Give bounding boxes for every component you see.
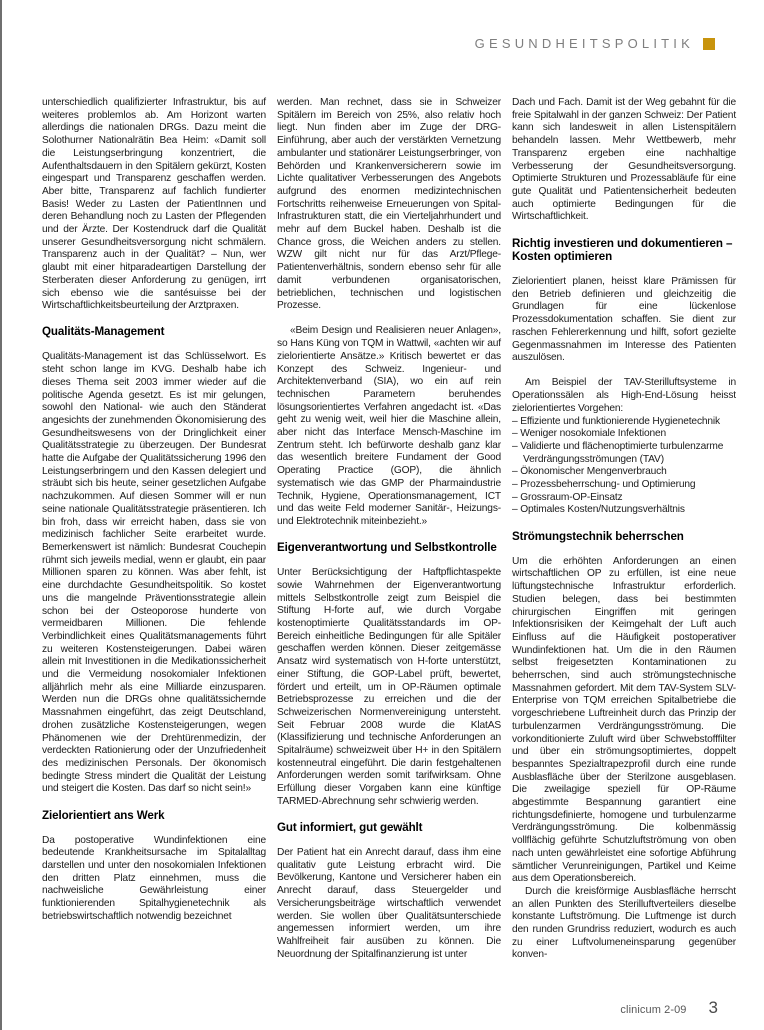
bullet-item: – Optimales Kosten/Nutzungsverhältnis (512, 504, 736, 517)
bullet-item: – Ökonomischer Mengenverbrauch (512, 466, 736, 479)
paragraph: Der Patient hat ein Anrecht darauf, dass ihm eine qualitativ gute Leistung erbracht wird. Die Bevölkerung, Kantone und Versicherer haben ein Anrecht darauf, dass Steuergelder und Versicherungsbeiträge wirtschaftlich verwendet werden. Sie wollen über Qualitätsunterschiede angemessen informiert werden, um ihre Wahlfreiheit fair ausüben zu können. Die Neuordnung der Spitalfinanzierung ist unter (277, 847, 501, 960)
paragraph: Da postoperative Wundinfektionen eine bedeutende Krankheitsursache im Spitalalltag darstellen und unter den nosokomialen Infektionen den dritten Platz einnehmen, muss die nachweisliche Gewährleistung einer funktionierenden Spitalhygienetechnik als betriebswirtschaftlich notwendig bezeichnet (42, 834, 266, 922)
journal-reference: clinicum 2-09 (620, 1004, 687, 1016)
page-number: 3 (708, 998, 718, 1017)
page-edge-line (0, 0, 2, 1030)
column-1 (42, 97, 266, 962)
column-2 (277, 97, 501, 962)
paragraph: Um die erhöhten Anforderungen an einen wirtschaftlichen OP zu erfüllen, ist eine neue lüftungstechnische Infrastruktur erforderlich. Studien belegen, dass bei bestimmten chirurgischen Eingriffen mit geringen Infektionsrisiken der Keimgehalt der Luft auch Einfluss auf die Häufigkeit postoperativer Wundinfektionen hat. Um die in den Räumen selbst freigesetzten Kontaminationen zu beherrschen, sind auch strömungstechnische Massnahmen gefordert. Mit dem TAV-System SLV-Enterprise von TQM erreichen Spitalbetriebe die vorgeschriebene Luftreinheit durch das Prinzip der turbulenzarmen Verdrängungsströmung. Die vorkonditionierte Zuluft wird über Schwebstofffilter und über ein strömungsoptimiertes, doppelt bespanntes Spezialtrapezprofil durch eine runde Ausblasfläche über der Sterilzone ausgeblasen. Die zweilagige speziell für OP-Räume abgestimmte Bespannung garantiert eine richtungsdefinierte, homogene und turbulenzarme Verdrängungsströmung. Die kolbenmässig vollflächig geführte Schutzluftströmung von oben nach unten gewährleistet eine sofortige Abführung sämtlicher Verunreinigungen, Partikel und Keime aus dem Operationsbereich. (512, 555, 736, 885)
page-footer (620, 998, 718, 1018)
paragraph: Unter Berücksichtigung der Haftpflichtaspekte sowie Wahrnehmen der Eigenverantwortung mittels Selbstkontrolle zeigt zum Beispiel die Stiftung H-forte auf, wie durch Vorgabe kostenoptimierte Qualitätsstandards im OP-Bereich einheitliche Bedingungen für alle Spitäler geschaffen werden können. Dieser zeitgemässe Ansatz wird systematisch von H-forte unterstützt, einer Stiftung, die GOP-Label prüft, bewertet, fördert und erteilt, um in OP-Räumen optimale Betriebsprozesse zu erreichen und die der Schweizerischen Normenvereinigung untersteht. Seit Februar 2008 wurde die KlatAS (Klassifizierung und technische Anforderungen an Spitalräume) schweizweit über H+ in den Spitälern kostenneutral eingeführt. Die darin festgehaltenen Anforderungen werden somit tarifwirksam. Ohne Erfüllung dieser Vorgaben kann eine künftige TARMED-Abrechnung sehr schwierig werden. (277, 567, 501, 807)
section-heading: Richtig investieren und dokumentieren – Kosten optimieren (512, 236, 733, 264)
paragraph: Zielorientiert planen, heisst klare Prämissen für den Betrieb definieren und gleichzeitig die Grundlagen für eine lückenlose Prozessdokumentation schaffen. Sie dient zur raschen Fehlererkennung und hilft, sofort gezielte Gegenmassnahmen im Interesse des Patienten auszulösen. (512, 276, 736, 364)
section-heading: Strömungstechnik beherrschen (512, 529, 684, 543)
section-heading: Qualitäts-Management (42, 325, 165, 339)
paragraph: unterschiedlich qualifizierter Infrastruktur, bis auf weiteres problemlos ab. Am Horizont warten allerdings die nationalen DRGs. Dazu meint die Solothurner Nationalrätin Bea Heim: «Damit soll die Leistungserbringung konzentriert, die Aufenthaltsdauern in den Spitälern gekürzt, Kosten eingespart und Transparenz geschaffen werden. Aber bitte, Transparenz auf fachlich fundierter Basis! Weder zu Lasten der PatientInnen und deren Behandlung noch zu Lasten der Pflegenden und der Ärzte. Der Kostendruck darf die Qualität unserer Gesundheitsversorgung nicht schmälern. Transparenz auch in der Qualität? – Nun, wer glaubt mit einer hitparadeartigen Darstellung der Sterberaten dieser Anforderung zu genügen, irrt sich ebenso wie die santésuisse bei der Wirtschaftlichkeitsbeurteilung der Arztpraxen. (42, 97, 266, 312)
bullet-item: – Prozessbeherrschung- und Optimierung (512, 479, 736, 492)
page-header (475, 36, 715, 51)
paragraph: Durch die kreisförmige Ausblasfläche herrscht an allen Punkten des Sterilluftverteilers dieselbe konstante Luftströmung. Die Luftmenge ist durch den runden Grundriss reduziert, wodurch es auch zu einer Luftvolumeneinsparung gegenüber konven- (512, 885, 736, 961)
section-heading: Gut informiert, gut gewählt (277, 821, 423, 835)
article-columns (42, 97, 736, 962)
paragraph: werden. Man rechnet, dass sie in Schweizer Spitälern im Bereich von 25%, also relativ hoch liegt. Nun finden aber im Zuge der DRG-Einführung, aber auch der verstärkten Vernetzung ambulanter und stationärer Leistungserbringer, von Behörden und Krankenversicherern sowie im Lichte qualitativer Verbesserungen des Angebots aufgrund des enormen medizintechnischen Fortschritts reihenweise Erneuerungen von Spital-Infrastrukturen statt, die ein Vierteljahrhundert und mehr auf dem Buckel haben. Deshalb ist die Chance gross, die Weichen anders zu stellen. WZW gilt nicht nur für das Arzt/Pflege-Patientenverhältnis, sondern ebenso sehr für alle damit verbundenen organisatorischen, betrieblichen, technischen und logistischen Prozesse. (277, 97, 501, 312)
bullet-item: – Validierte und flächenoptimierte turbulenzarme Verdrängungsströmungen (TAV) (512, 441, 736, 466)
section-heading: Eigenverantwortung und Selbstkontrolle (277, 541, 497, 555)
paragraph: Am Beispiel der TAV-Sterilluftsysteme in Operationssälen als High-End-Lösung heisst zielorientiertes Vorgehen: (512, 377, 736, 414)
section-heading: Zielorientiert ans Werk (42, 808, 165, 822)
bullet-item: – Grossraum-OP-Einsatz (512, 492, 736, 505)
section-title: GESUNDHEITSPOLITIK (474, 36, 694, 51)
section-marker-square-icon (703, 38, 715, 50)
paragraph: «Beim Design und Realisieren neuer Anlagen», so Hans Küng von TQM in Wattwil, «achten wir auf zielorientierte Ansätze.» Kritisch bewertet er das Konzept des Schweiz. Ingenieur- und Architektenverband (SIA), wo ein auf rein technischen Parametern beruhendes lösungsorientiertes Verfahren angedacht ist. «Das geht zu wenig weit, weil hier die Maschine allein, aber nicht das Interface Mensch-Maschine im Zentrum steht. Ich befürworte deshalb ganz klar das wesentlich breitere Fundament der Good Operating Practice (GOP), die ähnlich systematisch wie das GMP der Pharmaindustrie Technik, Hygiene, Operationsmanagement, ICT und das weite Feld moderner Sanitär-, Heizungs- und Elektrotechnik miteinbezieht.» (277, 325, 501, 527)
paragraph: Qualitäts-Management ist das Schlüsselwort. Es steht schon lange im KVG. Deshalb habe ich dieses Thema seit 2003 immer wieder auf die politische Agenda gesetzt. Es ist mir gelungen, sowohl den National- wie auch den Ständerat angesichts der zunehmenden Ökonomisierung des Gesundheitswesens von der Dringlichkeit einer Qualitätsstrategie zu überzeugen. Der Bundesrat hatte die Aufgabe der Qualitätssicherung 1996 den Leistungserbringern und den Kassen delegiert und sträubt sich bis heute, seiner gesetzlichen Aufgabe nachzukommen. Auf diesen Sommer will er nun seine nationale Qualitätsstrategie präsentieren. Ich bin froh, dass wir erreicht haben, dass sie von medizinisch fachlicher Seite erarbeitet wurde. Bemerkenswert ist nämlich: Bundesrat Couchepin rühmt sich jeweils medial, wenn er glaubt, ein paar Millionen sparen zu können. Was aber fehlt, ist eine durchdachte Gesundheitspolitik. So kostet uns die mangelnde Präventionsstrategie allein schon bei der Osteoporose hunderte von vermeidbaren Millionen. Die fehlende Verbindlichkeit eines Qualitätsmanagements führt zu weiteren Kostensteigerungen. Dabei wären allein mit Investitionen in die Medikationssicherheit und die Vermeidung nosokomialer Infektionen alljährlich mehr als eine Milliarde einzusparen. Werden nun die DRGs ohne qualitätssichernde Massnahmen eingeführt, das zeigt Deutschland, drohen zusätzliche Kostensteigerungen, wegen Phänomenen wie der Drehtürenmedizin, der verdeckten Rationierung oder der Unzufriedenheit des medizinischen Personals. Der ökonomisch bedingte Stress mindert die Qualität der Leistung und steigert die Kosten. Das darf so nicht sein!» (42, 351, 266, 795)
column-3 (512, 97, 736, 962)
bullet-list (512, 416, 736, 518)
bullet-item: – Weniger nosokomiale Infektionen (512, 428, 736, 441)
bullet-item: – Effiziente und funktionierende Hygienetechnik (512, 416, 736, 429)
paragraph: Dach und Fach. Damit ist der Weg gebahnt für die freie Spitalwahl in der ganzen Schweiz: Der Patient kann sich landesweit in allen Listenspitälern behandeln lassen. Mehr Wettbewerb, mehr Transparenz ergeben eine nachhaltige Verbesserung der Gesundheitsversorgung. Optimierte Strukturen und Prozessabläufe für eine gute Qualität und Patientensicherheit bedeuten auch optimierte Bedingungen für die Wirtschaftlichkeit. (512, 97, 736, 223)
